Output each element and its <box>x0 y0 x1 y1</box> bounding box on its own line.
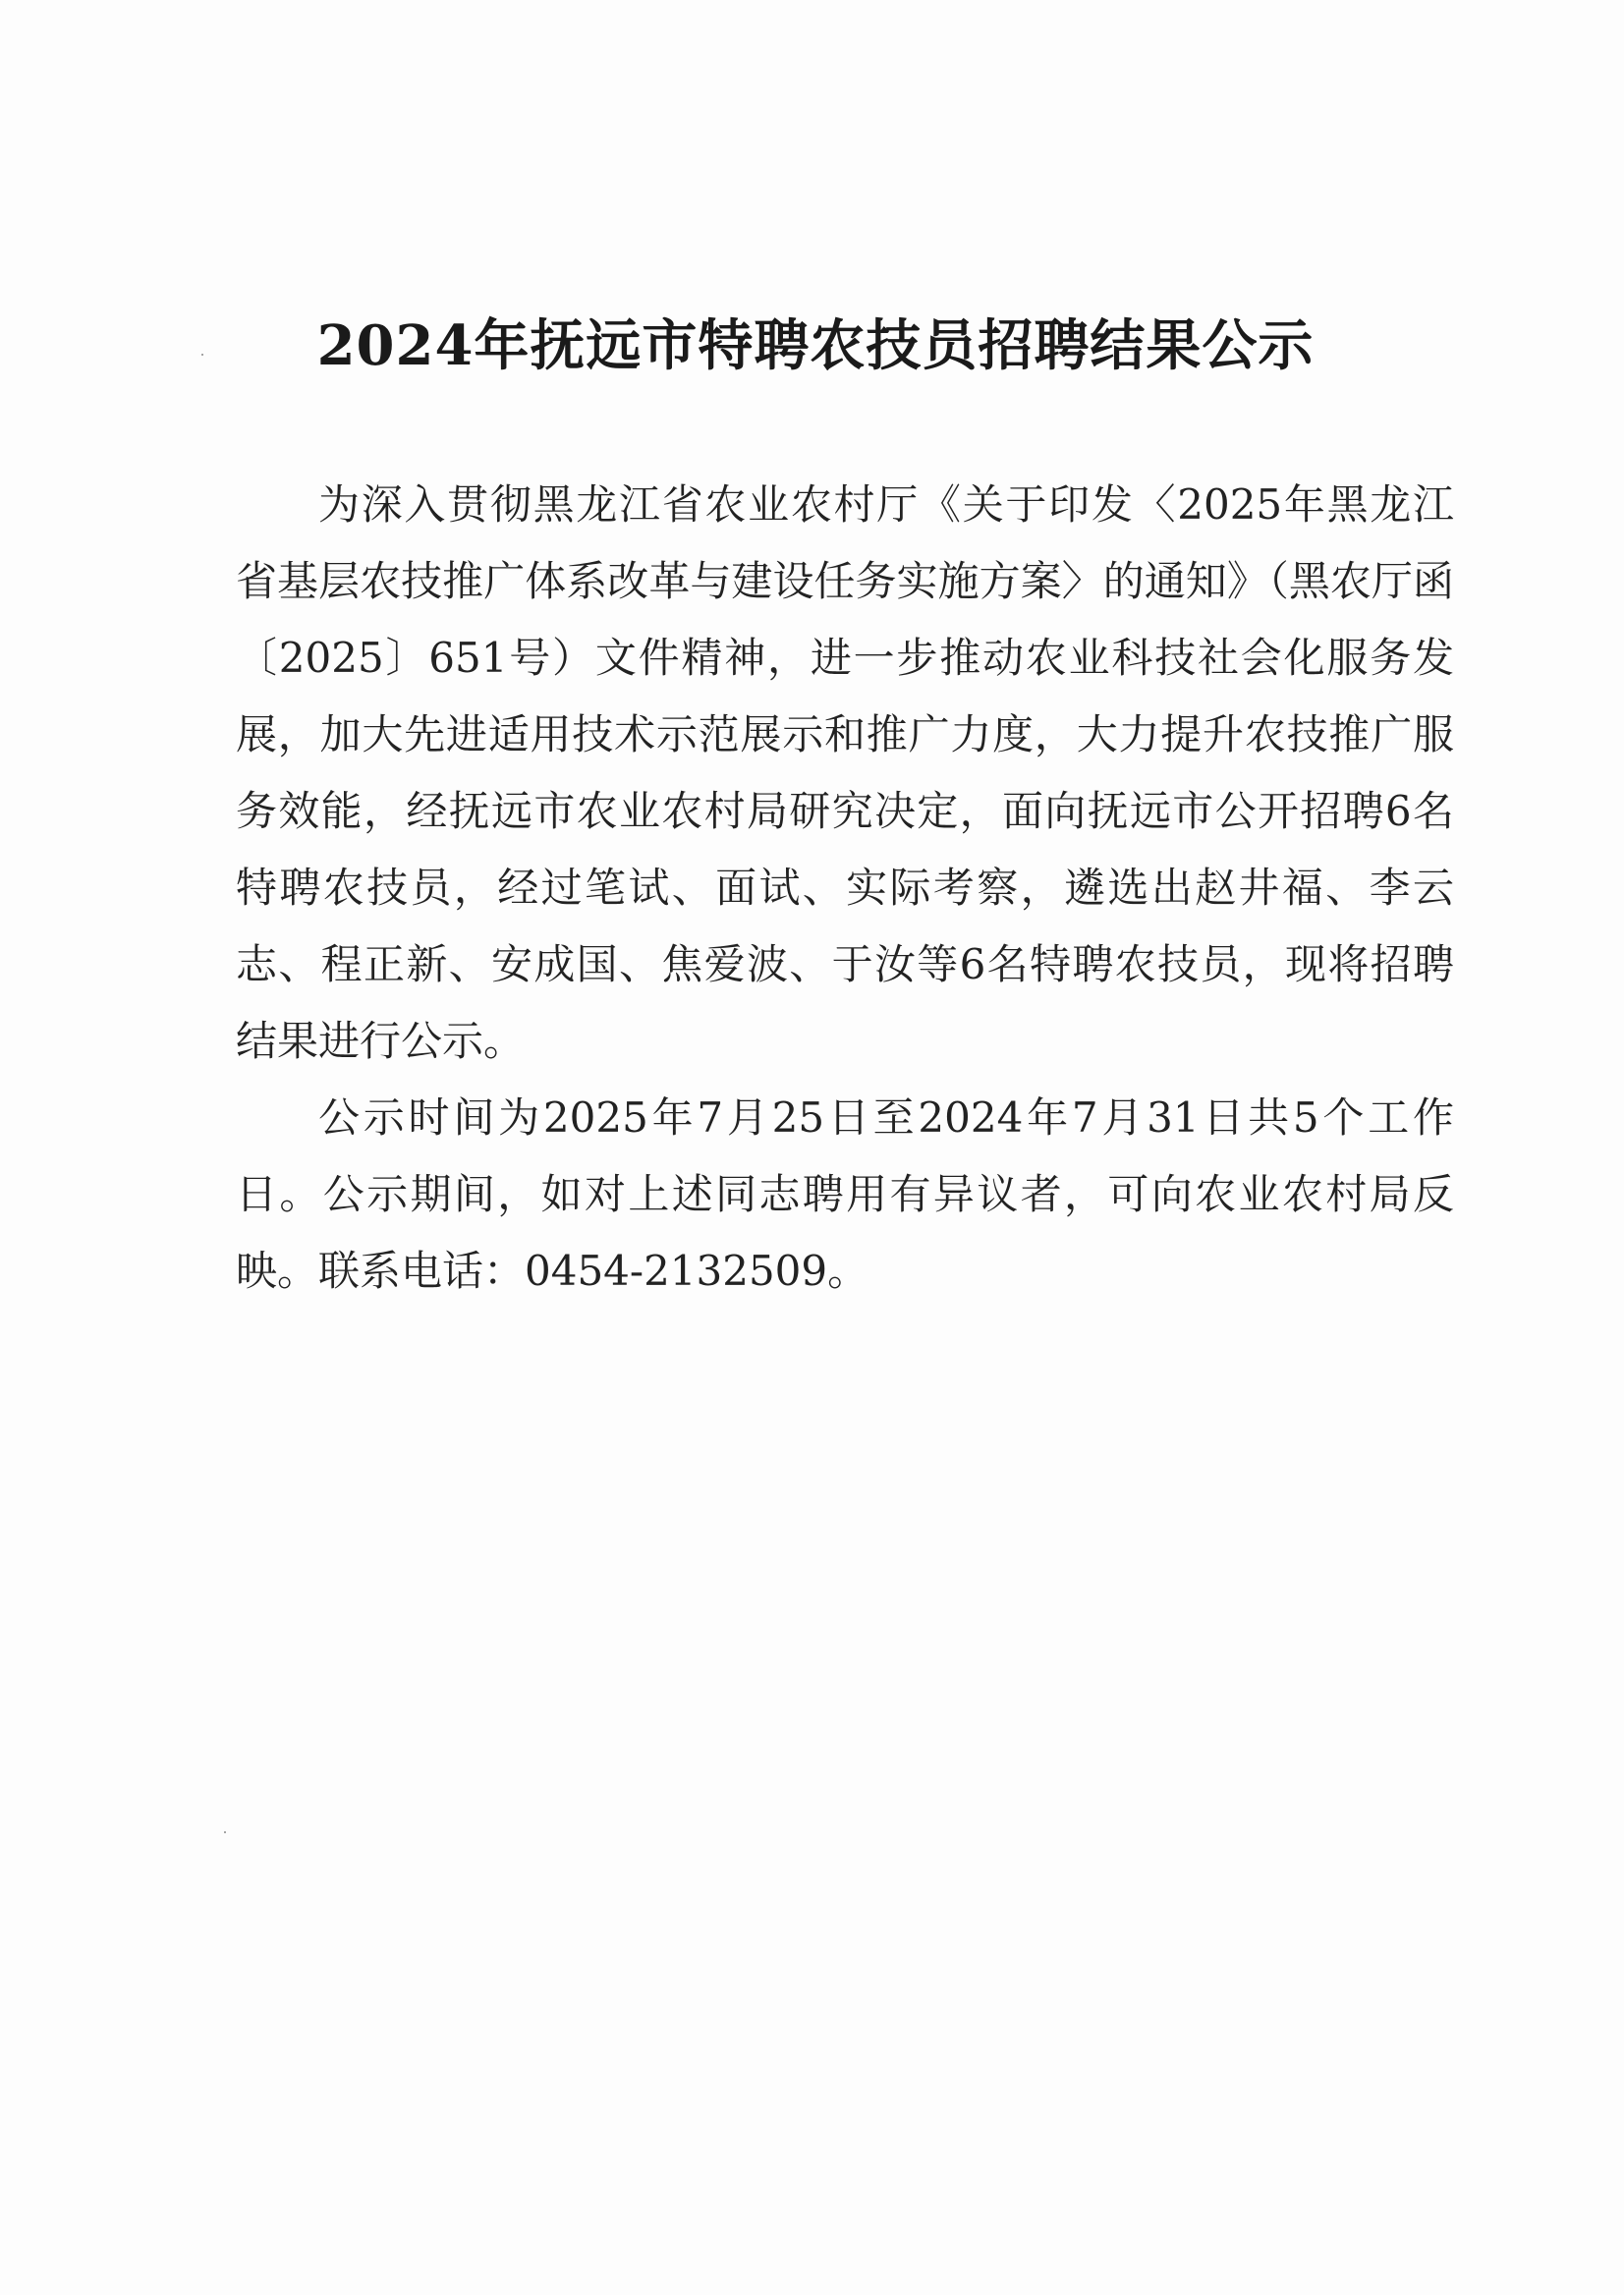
body-paragraph-announcement: 为深入贯彻黑龙江省农业农村厅《关于印发〈2025年黑龙江省基层农技推广体系改革与建设任务实施方案〉的通知》（黑农厅函〔2025〕651号）文件精神，进一步推动农业科技社会化服务发展，加大先进适用技术示范展示和推广力度，大力提升农技推广服务效能，经抚远市农业农村局研究决定，面向抚远市公开招聘6名特聘农技员，经过笔试、面试、实际考察，遴选出赵井福、李云志、程正新、安成国、焦爱波、于汝等6名特聘农技员，现将招聘结果进行公示。 <box>236 480 1454 1065</box>
document-body <box>236 467 1454 1310</box>
scan-speck <box>224 1831 226 1833</box>
body-paragraph-publicity-period: 公示时间为2025年7月25日至2024年7月31日共5个工作日。公示期间，如对上述同志聘用有异议者，可向农业农村局反映。联系电话：0454-2132509。 <box>236 1093 1454 1295</box>
document-title: 2024年抚远市特聘农技员招聘结果公示 <box>316 313 1315 378</box>
scan-speck <box>201 354 203 356</box>
